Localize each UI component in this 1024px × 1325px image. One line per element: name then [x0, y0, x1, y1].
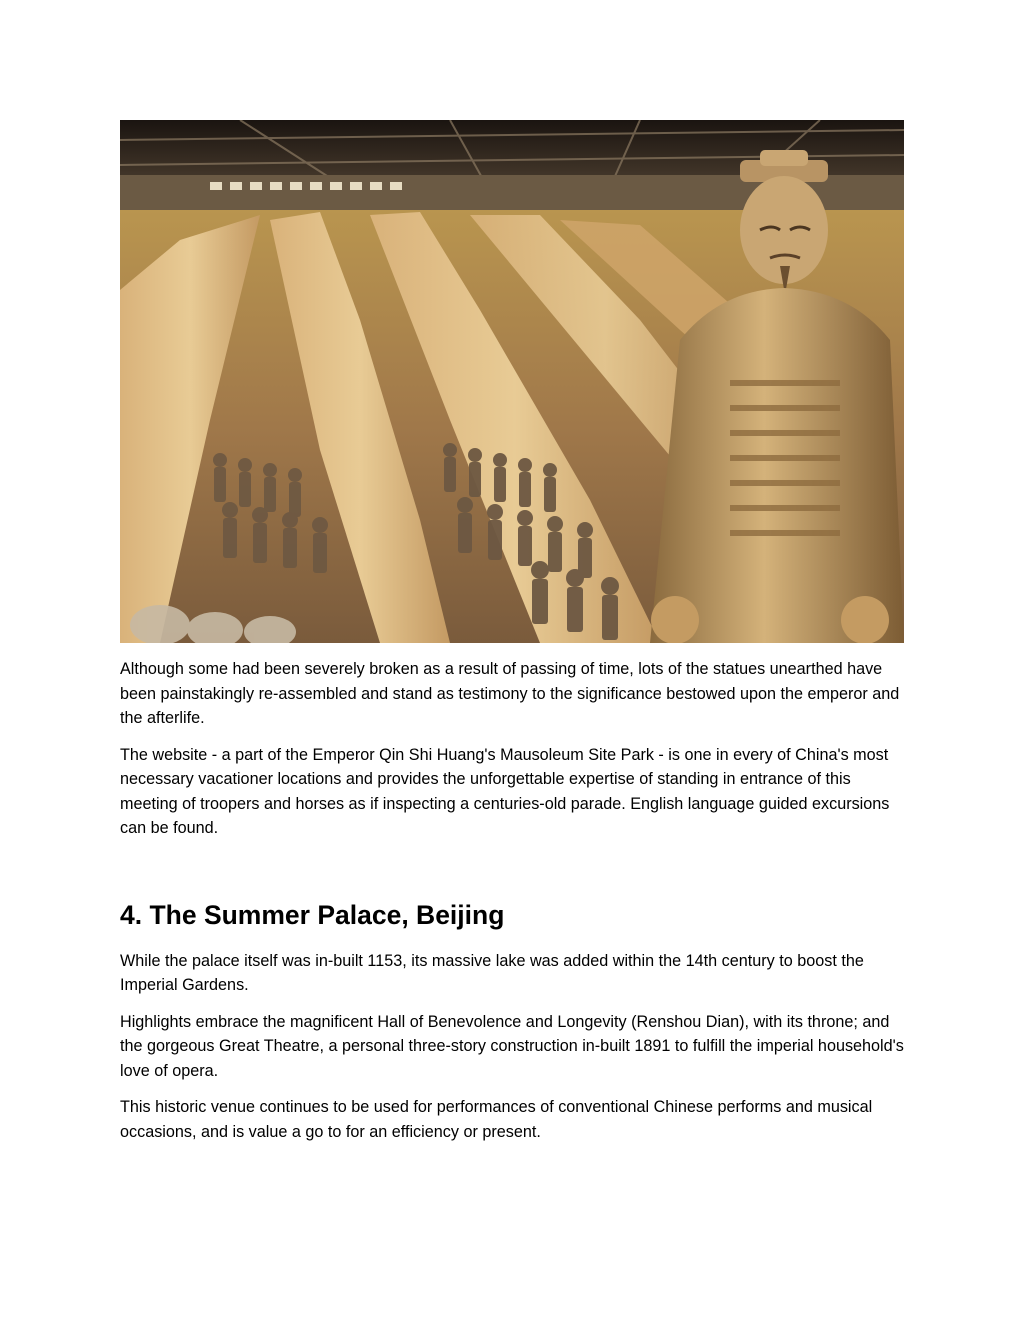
document-page [120, 120, 904, 1144]
section-paragraph-3: This historic venue continues to be used for performances of conventional Chinese performs and musical occasions, and is value a go to for an efficiency or present. [120, 1098, 873, 1141]
intro-paragraph-1: Although some had been severely broken as a result of passing of time, lots of the statues unearthed have been painstakingly re-assembled and stand as testimony to the significance bestowed upon the emperor and the afterlife. [120, 660, 900, 727]
terracotta-warriors-image [120, 120, 904, 643]
section-paragraph-1: While the palace itself was in-built 1153, its massive lake was added within the 14th century to boost the Imperial Gardens. [120, 951, 864, 994]
section-heading: 4. The Summer Palace, Beijing [120, 899, 505, 930]
section-paragraph-2: Highlights embrace the magnificent Hall of Benevolence and Longevity (Renshou Dian), with its throne; and the gorgeous Great Theatre, a personal three-story construction in-built 1891 to fulfill the imperial household's love of opera. [120, 1012, 904, 1080]
intro-paragraph-2: The website - a part of the Emperor Qin Shi Huang's Mausoleum Site Park - is one in every of China's most necessary vacationer locations and provides the unforgettable expertise of standing in entrance of this meeting of troopers and horses as if inspecting a centuries-old parade. English language guided excursions can be found. [120, 745, 890, 837]
